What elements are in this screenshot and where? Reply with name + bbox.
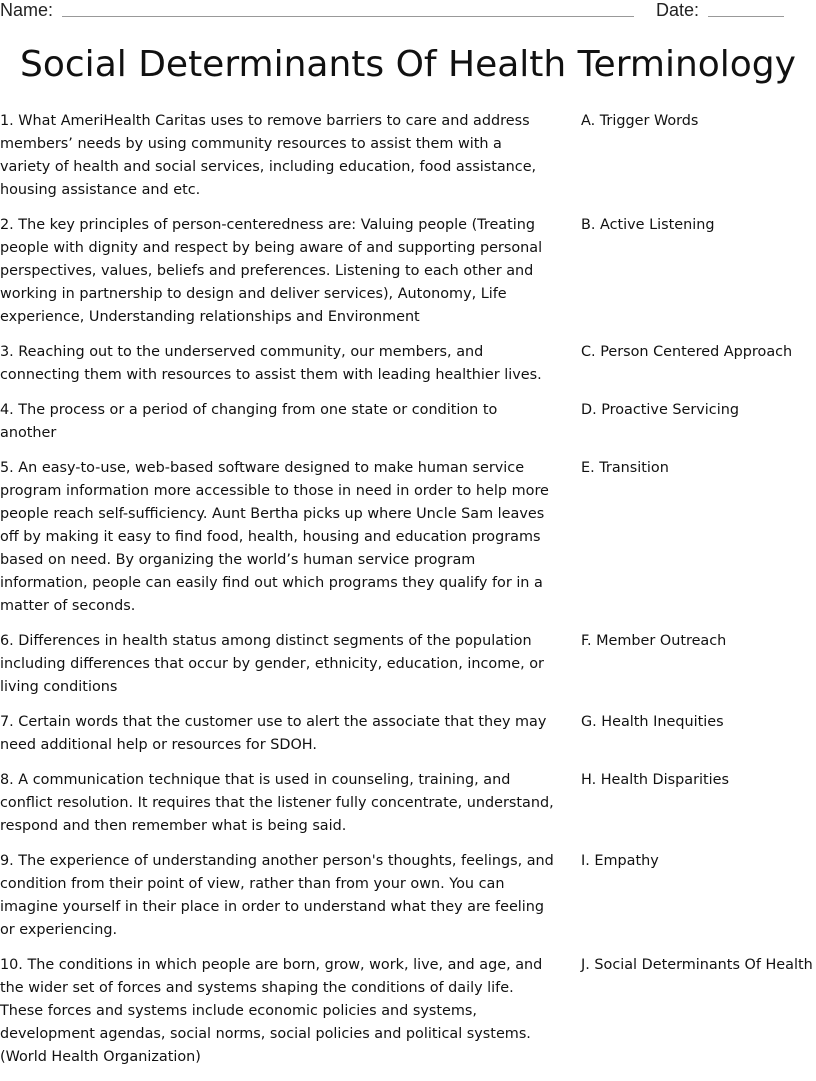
date-label: Date: — [656, 0, 700, 20]
worksheet-title: Social Determinants Of Health Terminology — [20, 44, 796, 85]
clue-text: 7. Certain words that the customer use to alert the associate that they may need additional help or resources for SDOH. — [0, 714, 547, 753]
matching-row — [0, 630, 816, 699]
name-blank-line — [62, 16, 634, 17]
clue-text: 9. The experience of understanding another person's thoughts, feelings, and condition from their point of view, rather than from your own. You can imagine yourself in their place in order to understand what they are feeling or experiencing. — [0, 853, 554, 938]
answer-option: E. Transition — [581, 460, 669, 476]
matching-row — [0, 110, 816, 202]
clue-text: 5. An easy-to-use, web-based software designed to make human service program information more accessible to those in need in order to help more people reach self-sufficiency. Aunt Bertha picks up where Uncle Sam leaves off by making it easy to find food, health, housing and education programs based on need. By organizing the world’s human service program information, people can easily find out which programs they qualify for in a matter of seconds. — [0, 460, 549, 614]
clue-text: 8. A communication technique that is used in counseling, training, and conflict resolution. It requires that the listener fully concentrate, understand, respond and then remember what is being said. — [0, 772, 554, 834]
clue-text: 3. Reaching out to the underserved community, our members, and connecting them with resources to assist them with leading healthier lives. — [0, 344, 542, 383]
answer-option: I. Empathy — [581, 853, 659, 869]
answer-option: D. Proactive Servicing — [581, 402, 739, 418]
answer-option: G. Health Inequities — [581, 714, 724, 730]
matching-row — [0, 769, 816, 838]
matching-row — [0, 214, 816, 329]
matching-row — [0, 341, 816, 387]
clue-text: 6. Differences in health status among distinct segments of the population including differences that occur by gender, ethnicity, education, income, or living conditions — [0, 633, 544, 695]
matching-row — [0, 850, 816, 942]
matching-row — [0, 399, 816, 445]
answer-option: F. Member Outreach — [581, 633, 727, 649]
answer-option: A. Trigger Words — [581, 113, 699, 129]
answer-option: H. Health Disparities — [581, 772, 729, 788]
matching-row — [0, 954, 816, 1069]
matching-list — [0, 110, 816, 1081]
worksheet-header — [0, 0, 816, 24]
clue-text: 1. What AmeriHealth Caritas uses to remove barriers to care and address members’ needs by using community resources to assist them with a variety of health and social services, including education, food assistance, housing assistance and etc. — [0, 113, 537, 198]
matching-row — [0, 711, 816, 757]
name-label: Name: — [0, 0, 54, 20]
clue-text: 10. The conditions in which people are born, grow, work, live, and age, and the wider set of forces and systems shaping the conditions of daily life. These forces and systems include economic policies and systems, development agendas, social norms, social policies and political systems. (World Health Organization) — [0, 957, 543, 1065]
answer-option: B. Active Listening — [581, 217, 715, 233]
clue-text: 2. The key principles of person-centeredness are: Valuing people (Treating people with dignity and respect by being aware of and supporting personal perspectives, values, beliefs and preferences. Listening to each other and working in partnership to design and deliver services), Autonomy, Life experience, Understanding relationships and Environment — [0, 217, 543, 325]
date-blank-line — [708, 16, 784, 17]
matching-row — [0, 457, 816, 618]
answer-option: J. Social Determinants Of Health — [581, 957, 813, 973]
clue-text: 4. The process or a period of changing from one state or condition to another — [0, 402, 498, 441]
answer-option: C. Person Centered Approach — [581, 344, 793, 360]
